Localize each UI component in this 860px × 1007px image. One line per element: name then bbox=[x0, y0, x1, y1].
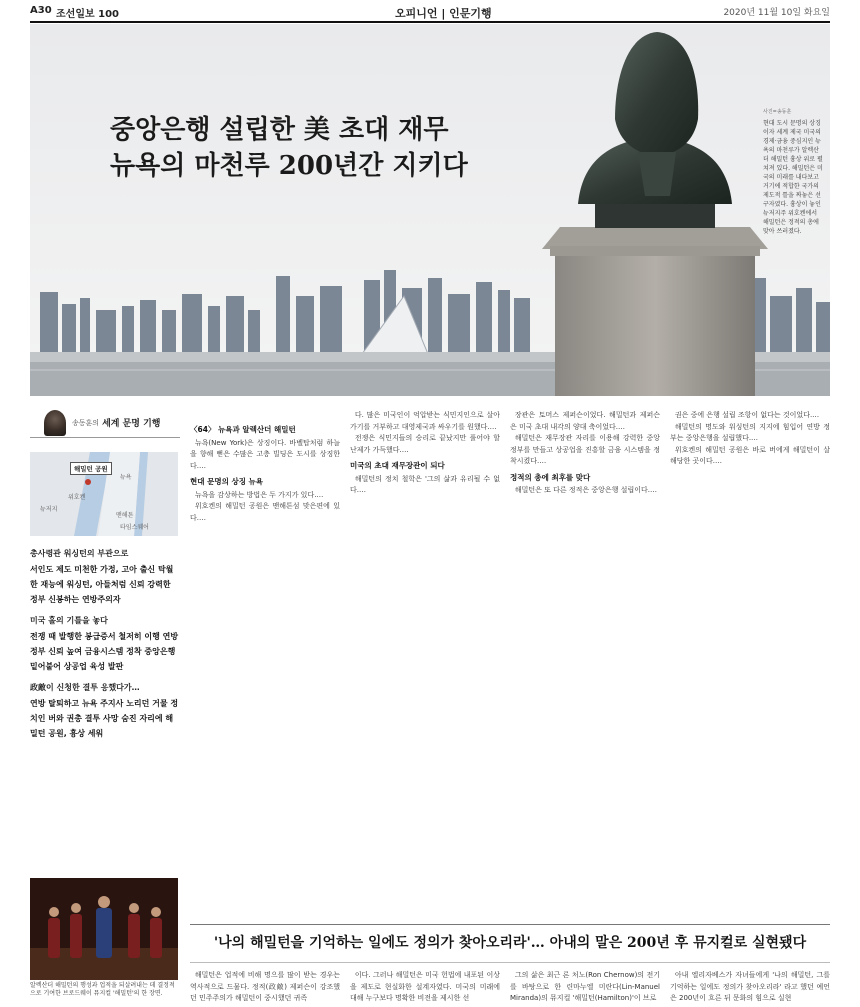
article-column-4 bbox=[670, 410, 830, 920]
section-name: 오피니언 | 인문기행 bbox=[395, 7, 492, 20]
article-paragraph: 뉴욕(New York)은 상징이다. 바벨탑처럼 하늘을 향해 뻗은 수많은 고층 빌딩은 도시를 상징한다.… bbox=[190, 438, 340, 470]
article-title: 〈64〉 뉴욕과 알렉산더 해밀턴 bbox=[190, 425, 296, 434]
article-subhead: 현대 문명의 상징 뉴욕 bbox=[190, 477, 264, 486]
article-paragraph: 위호켄의 해밀턴 공원은 맨해튼섬 맞은편에 있다.… bbox=[190, 502, 340, 522]
bottom-column-1 bbox=[190, 970, 340, 1007]
map-label-newjersey: 뉴저지 bbox=[40, 506, 58, 513]
bottom-paragraph: 아내 엘리자베스가 자녀들에게 '나의 해밀턴, 그를 기억하는 일에도 정의가 찾아오리라' 라고 했던 예언은 200년이 흐른 뒤 문화의 힘으로 실현 bbox=[670, 971, 830, 1002]
article-column-1 bbox=[190, 420, 340, 920]
bottom-rule-lower bbox=[190, 962, 830, 963]
author-avatar bbox=[44, 410, 66, 436]
article-subhead: 미국의 초대 재무장관이 되다 bbox=[350, 461, 445, 470]
location-map bbox=[30, 452, 178, 536]
article-subhead: 정적의 총에 최후를 맞다 bbox=[510, 472, 591, 482]
article-paragraph: 전쟁은 식민지들의 승리로 끝났지만 풀어야 할 난제가 가득했다.… bbox=[350, 434, 500, 454]
byline-block bbox=[30, 408, 180, 438]
article-paragraph: 해밀턴의 명도와 워싱턴의 지지에 힘입어 연방 정부는 중앙은행을 설립했다.… bbox=[670, 422, 830, 442]
bottom-paragraph: 그의 삶은 최근 론 처노(Ron Chernow)의 전기를 바탕으로 한 린마누엘 미란다(Lin-Manuel Miranda)의 뮤지컬 '해밀턴(Hamilton)'이 브로 bbox=[510, 971, 660, 1002]
summary-deck-2: 전쟁 때 발행한 봉급증서 철저히 이행 연방정부 신뢰 높여 금융시스템 정착 중앙은행 밑어붙어 상공업 육성 발판 bbox=[30, 632, 179, 671]
newspaper-name: 조선일보 100 bbox=[56, 9, 119, 20]
article-column-2 bbox=[350, 410, 500, 920]
summary-deck-1: 서인도 제도 미천한 가정, 고아 출신 탁월한 재능에 워싱턴, 아들처럼 신뢰 강력한 정부 신봉하는 연방주의자 bbox=[30, 565, 174, 604]
author-name: 송동훈의 bbox=[72, 418, 100, 427]
article-paragraph: 뉴욕을 감상하는 방법은 두 가지가 있다.… bbox=[194, 490, 324, 499]
page-number: A30 bbox=[30, 5, 52, 16]
summary-kicker-1: 총사령관 워싱턴의 부관으로 bbox=[30, 549, 129, 558]
musical-photo-illustration bbox=[30, 878, 178, 980]
author-line bbox=[30, 408, 180, 438]
article-paragraph: 위호켄의 해밀턴 공원은 바로 버에게 해밀턴이 살해당한 곳이다.… bbox=[670, 445, 830, 465]
series-title: 세계 문명 기행 bbox=[102, 419, 161, 429]
hero-photo bbox=[30, 24, 830, 396]
article-paragraph: 장관은 토머스 제퍼슨이었다. 해밀턴과 제퍼슨은 미국 초대 내각의 양대 축이었다.… bbox=[510, 411, 660, 431]
bottom-paragraph: 해밀턴은 업적에 비해 명으를 많이 받는 경우는 역사적으로 드물다. 정적(政敵) 제퍼슨이 강조했던 민주주의가 해밀턴이 중시했던 귀족 bbox=[190, 971, 340, 1002]
issue-date: 2020년 11월 10일 화요일 bbox=[723, 8, 830, 18]
map-label-weehawken: 위호켄 bbox=[68, 494, 86, 501]
map-label-manhattan: 맨해튼 bbox=[116, 512, 134, 519]
bottom-headline: '나의 해밀턴을 기억하는 일에도 정의가 찾아오리라'… 아내의 말은 200년 후 뮤지컬로 실현됐다 bbox=[213, 935, 807, 951]
map-label-timessquare: 타임스퀘어 bbox=[120, 524, 149, 531]
article-column-3 bbox=[510, 410, 660, 920]
summary-kicker-3: 政敵이 신청한 결투 응했다가… bbox=[30, 683, 140, 692]
headline-line-2: 뉴욕의 마천루 200년간 지키다 bbox=[110, 151, 468, 181]
hero-photo-illustration bbox=[30, 24, 830, 396]
bottom-paragraph: 이다. 그러나 해밀턴은 미국 헌법에 내포된 이상을 제도로 현실화한 설계자였다. 미국의 미래에 대해 누구보다 명확한 비전을 제시한 선 bbox=[350, 971, 500, 1002]
summary-deck-3: 연방 탈퇴하고 뉴욕 주지사 노리던 거물 정치인 버와 권총 결투 사망 숨진 자리에 해밀턴 공원, 흉상 세워 bbox=[30, 699, 179, 738]
summary-kicker-2: 미국 홀의 기틀을 놓다 bbox=[30, 616, 108, 625]
article-paragraph: 권은 중에 은행 설립 조항이 없다는 것이었다.… bbox=[674, 411, 820, 419]
bottom-rule bbox=[190, 924, 830, 925]
article-paragraph: 해밀턴은 또 다른 정적은 중앙은행 설립이다.… bbox=[514, 486, 657, 494]
article-paragraph: 해밀턴의 정치 철학은 '그의 삶과 유리될 수 없다.… bbox=[350, 474, 500, 494]
map-park-label: 해밀턴 공원 bbox=[70, 462, 112, 475]
main-headline bbox=[110, 112, 530, 184]
summary-block bbox=[30, 548, 180, 749]
bottom-column-4 bbox=[670, 970, 830, 1007]
header-rule bbox=[30, 21, 830, 23]
article-paragraph: 해밀턴은 재무장관 자리를 이용해 강력한 중앙정부를 만들고 상공업을 진흥할 금융 시스템을 정착시켰다.… bbox=[510, 434, 660, 465]
headline-line-1: 중앙은행 설립한 美 초대 재무 bbox=[110, 115, 449, 145]
photo-credit: 사진=송동훈 bbox=[763, 109, 792, 115]
photo-caption bbox=[763, 108, 823, 236]
map-label-newyork: 뉴욕 bbox=[120, 474, 132, 481]
musical-photo bbox=[30, 878, 178, 980]
bottom-column-2 bbox=[350, 970, 500, 1007]
photo-caption-text: 현대 도시 문명의 상징이자 세계 제국 미국의 경제·금융 중심지인 뉴욕의 마천루가 알렉산더 해밀턴 흉상 위로 펼쳐져 있다. 해밀턴은 미국의 미래를 내다보고 거기에 적합한 국가의 제도적 틀을 짜놓은 선구자였다. 흉상이 놓인 뉴저지주 위호켄에서 해밀턴은 정적의 총에 맞아 쓰러졌다. bbox=[763, 120, 823, 235]
article-paragraph: 다. 많은 미국인이 억압받는 식민지인으로 살아가기를 거부하고 대영제국과 싸우기를 원했다.… bbox=[350, 411, 500, 431]
musical-caption: 알렉산더 해밀턴의 행성과 업적을 되살려내는 데 결정적으로 기여한 브로드웨이 뮤지컬 '해밀턴'의 한 장면. bbox=[30, 982, 175, 997]
bottom-column-3 bbox=[510, 970, 660, 1007]
